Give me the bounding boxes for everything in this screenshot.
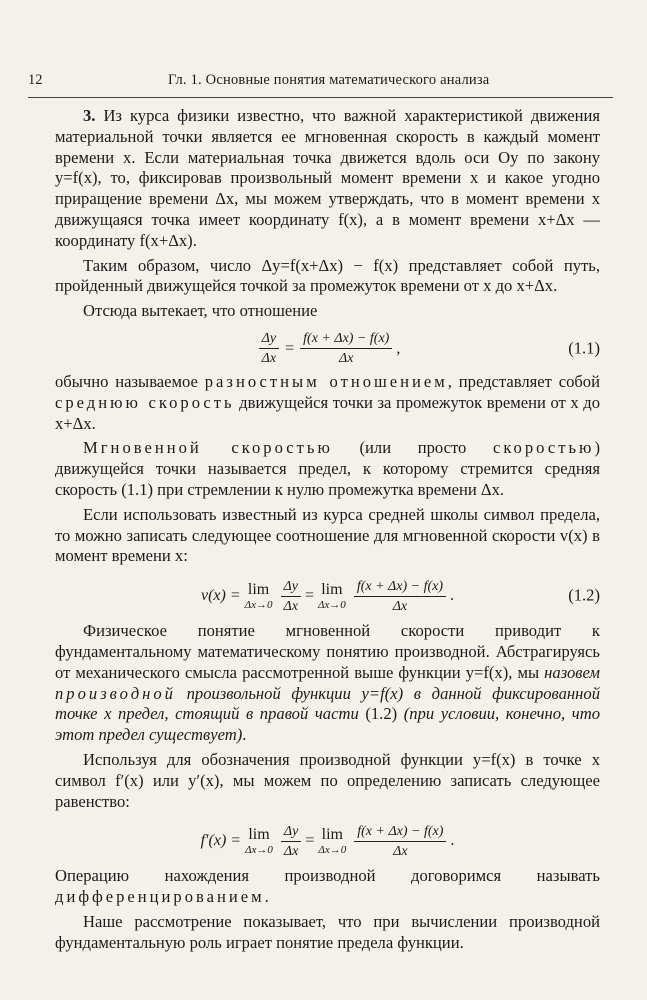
paragraph-7: Физическое понятие мгновенной скорости приводит к фундаментальному математическому понятию производной. Абстрагируясь от механического смысла рассмотренной выше функции y=f(x), мы назовем производной произвольной функции y=f(x) в данной фиксированной точке x предел, стоящий в правой части (1.2) (при условии, конечно, что этот предел существует). xyxy=(55,621,601,745)
chapter-title: Гл. 1. Основные понятия математического анализа xyxy=(168,72,490,88)
term-derivative: производной xyxy=(55,683,176,703)
equation-number-1-1: (1.1) xyxy=(568,338,600,358)
paragraph-4: обычно называемое разностным отношением, представляет собой среднюю скорость движущейся точки за промежуток времени от x до x+Δx. xyxy=(55,371,600,433)
paragraph-9: Операцию нахождения производной договоримся называть дифференцированием. xyxy=(55,866,600,907)
header-rule xyxy=(28,97,613,98)
term-instant-speed: Мгновенной скоростью xyxy=(83,438,333,458)
term-average-speed: среднюю скорость xyxy=(55,392,235,412)
paragraph-8: Используя для обозначения производной функции y=f(x) в точке x символ f′(x) или y′(x), мы можем по определению записать следующее равенство: xyxy=(55,749,600,811)
eq1-rhs-fraction: $\frac{f(x + \Delta x) - f(x)}{\Delta x}$ xyxy=(300,330,392,367)
eq1-lhs-fraction: $\frac{\Delta y}{\Delta x}$ xyxy=(259,330,279,367)
term-difference-ratio: разностным отношением xyxy=(204,371,448,391)
running-header xyxy=(28,72,613,96)
page-number: 12 xyxy=(28,72,43,88)
paragraph-10: Наше рассмотрение показывает, что при вычислении производной фундаментальную роль играет понятие предела функции. xyxy=(55,911,600,952)
paragraph-6: Если использовать известный из курса средней школы символ предела, то можно записать следующее соотношение для мгновенной скорости v(x) в момент времени x: xyxy=(55,504,600,566)
paragraph-3: Отсюда вытекает, что отношение xyxy=(83,301,318,321)
limit-operator: lim Δx→0 xyxy=(244,581,273,612)
equation-number-1-2: (1.2) xyxy=(568,585,600,605)
section-number: 3. xyxy=(83,106,96,125)
term-differentiation: дифференцированием xyxy=(55,887,265,907)
body-text xyxy=(55,106,600,958)
paragraph-2: Таким образом, число Δy=f(x+Δx) − f(x) представляет собой путь, пройденный движущейся точкой за промежуток времени от x до x+Δx. xyxy=(55,255,600,296)
equation-derivative: f′(x) = lim Δx→0 $\frac{\Delta y}{\Delta x}$ = lim Δx→0 $\frac{f(x + \Delta x) - f(x)}{\Delta x}$ . xyxy=(200,823,455,859)
equation-1-2: v(x) = lim Δx→0 $\frac{\Delta y}{\Delta x}$ = lim Δx→0 $\frac{f(x + \Delta x) - f(x)}{\Delta x}$ . (1.2) xyxy=(201,578,600,614)
paragraph-1: 3. Из курса физики известно, что важной характеристикой движения материальной точки является ее мгновенная скорость в каждый момент времени x. Если материальная точка движется вдоль оси Oy по закону y=f(x), то, фиксировав произвольный момент времени x и какое угодно приращение времени Δx, мы можем утверждать, что в момент времени x движущаяся точка имеет координату f(x), а в момент времени x+Δx — координату f(x+Δx). xyxy=(55,106,601,250)
term-speed: скоростью xyxy=(492,438,595,458)
equation-1-1: $\frac{\Delta y}{\Delta x}$ = $\frac{f(x + \Delta x) - f(x)}{\Delta x}$ , (1.1) xyxy=(55,326,600,372)
paragraph-5: Мгновенной скоростью (или просто скоростью) движущейся точки называется предел, к которому стремится средняя скорость (1.1) при стремлении к нулю промежутка времени Δx. xyxy=(55,438,600,499)
